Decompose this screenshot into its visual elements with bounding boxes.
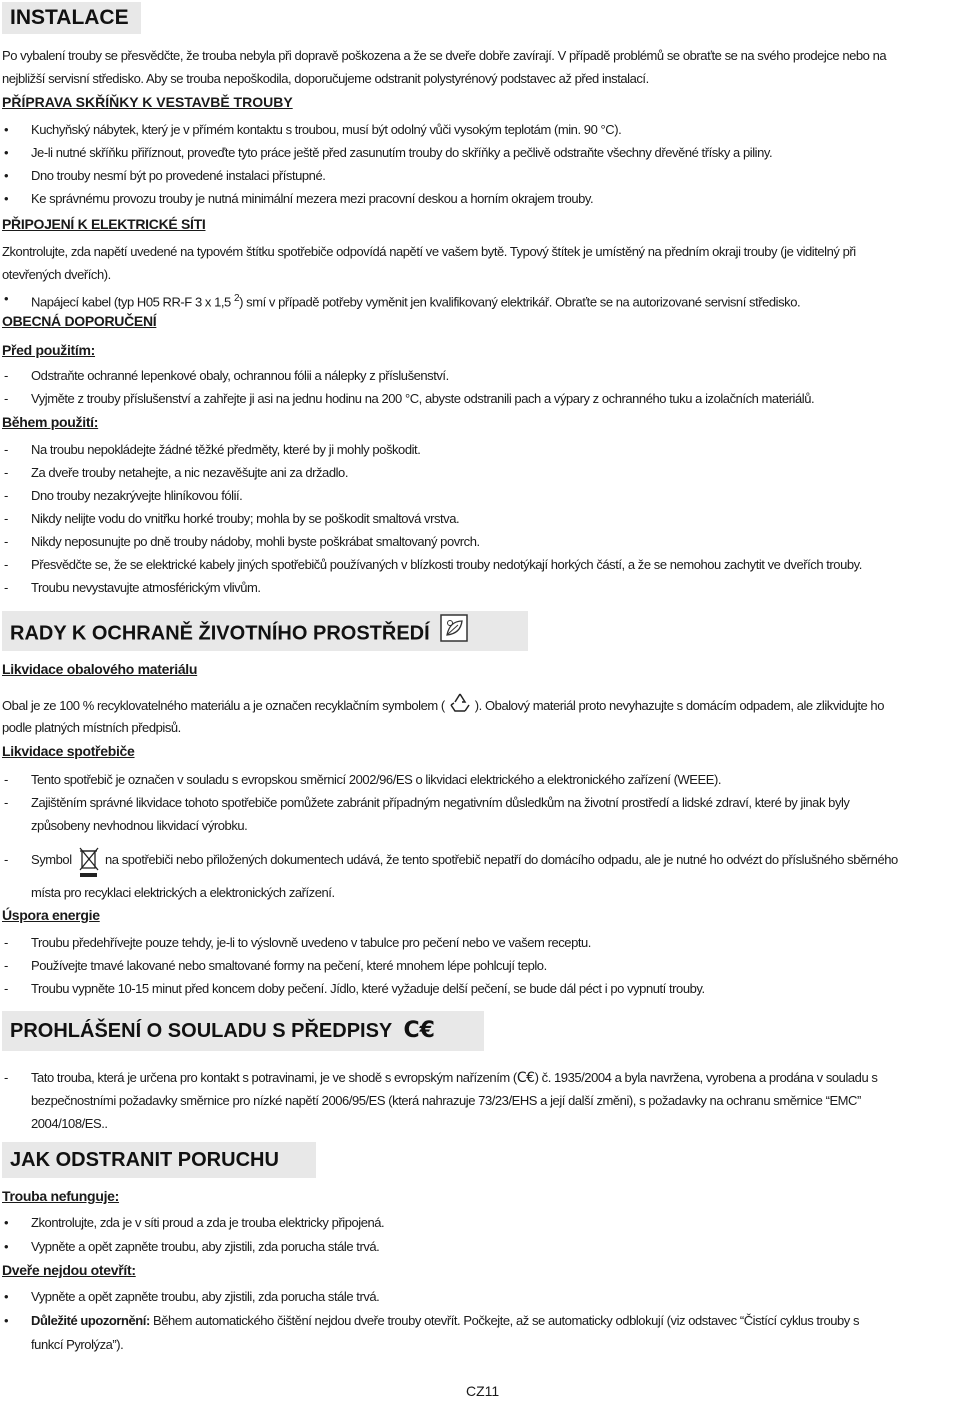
energy-heading: Úspora energie: [2, 907, 100, 923]
list-item: [0, 507, 960, 530]
important-note-label: Důležité upozornění:: [31, 1313, 150, 1328]
list-item-text: Na troubu nepokládejte žádné těžké předměty, které by ji mohly poškodit.: [31, 442, 421, 457]
list-item-text: způsobeny nevhodnou likvidací výrobku.: [31, 818, 248, 833]
bullet: •: [4, 191, 9, 206]
dash: -: [4, 852, 8, 867]
list-item: [0, 438, 960, 461]
before-use-heading: Před použitím:: [2, 342, 96, 358]
dash: -: [4, 511, 8, 526]
list-item: [0, 118, 960, 141]
bullet: •: [4, 1215, 9, 1230]
list-item: [0, 461, 960, 484]
list-item: [0, 954, 960, 977]
disposal-list: [0, 768, 960, 837]
not-working-heading: Trouba nefunguje:: [2, 1188, 120, 1204]
conformity-line-2: [0, 1089, 960, 1112]
door-list: [0, 1285, 960, 1357]
prep-list: [0, 118, 960, 210]
list-item: [0, 1211, 960, 1235]
list-item: [0, 141, 960, 164]
list-item-text: funkcí Pyrolýza”).: [31, 1337, 124, 1352]
list-item-text: Troubu nevystavujte atmosférickým vlivům.: [31, 580, 261, 595]
list-item: [0, 530, 960, 553]
list-item-text: Kuchyňský nábytek, který je v přímém kontaktu s troubou, musí být odolný vůči vysokým teplotám (min. 90 °C).: [31, 122, 622, 137]
dash: -: [4, 488, 8, 503]
not-working-list: [0, 1211, 960, 1259]
list-item: [0, 576, 960, 599]
dash: -: [4, 958, 8, 973]
list-item-text: Tento spotřebič je označen v souladu s evropskou směrnicí 2002/96/ES o likvidaci elektrického a elektronického zařízení (WEEE).: [31, 772, 722, 787]
electric-line-1: Zkontrolujte, zda napětí uvedené na typovém štítku spotřebiče odpovídá napětí ve vašem bytě. Typový štítek je umístěný na předním okraji trouby (je viditelný při: [2, 244, 856, 259]
section-title-installation: INSTALACE: [2, 2, 141, 34]
bullet: •: [4, 1289, 9, 1304]
conformity-line-1-text: [31, 1066, 877, 1090]
dash: -: [4, 465, 8, 480]
list-item-text: Troubu vypněte 10-15 minut před koncem doby pečení. Jídlo, které vyžaduje delší pečení, se bude dál péct i po vypnutí trouby.: [31, 981, 705, 996]
dash: -: [4, 1070, 8, 1085]
list-item-text: Odstraňte ochranné lepenkové obaly, ochrannou fólii a nálepky z příslušenství.: [31, 368, 449, 383]
bullet: •: [4, 122, 9, 137]
conformity-line-1: [0, 1066, 960, 1089]
bullet: •: [4, 291, 9, 306]
list-item-text: Ke správnému provozu trouby je nutná minimální mezera mezi pracovní deskou a horním okrajem trouby.: [31, 191, 594, 206]
list-item-text: Vyjměte z trouby příslušenství a zahřejte ji asi na jednu hodinu na 200 °C, abyste odstranili pach a výpary z ochranného tuku a izolačních materiálů.: [31, 391, 815, 406]
ce-mark-icon: C€: [403, 1018, 435, 1043]
energy-list: [0, 931, 960, 1000]
list-item: [0, 768, 960, 791]
conformity-item: [0, 1066, 960, 1135]
dash: -: [4, 557, 8, 572]
prep-heading: PŘÍPRAVA SKŘÍŇKY K VESTAVBĚ TROUBY: [2, 94, 293, 110]
bullet: •: [4, 145, 9, 160]
electric-heading: PŘIPOJENÍ K ELEKTRICKÉ SÍTI: [2, 216, 206, 232]
packaging-text-a: Obal je ze 100 % recyklovatelného materiálu a je označen recyklačním symbolem (: [2, 697, 445, 713]
list-item-text: Za dveře trouby netahejte, a nic nezavěšujte ani za držadlo.: [31, 465, 348, 480]
list-item: [0, 364, 960, 387]
list-item-text: Přesvědčte se, že se elektrické kabely jiných spotřebičů používaných v blízkosti trouby nedotýkají horkých částí, a že se nemohou zachytit ve dveřích trouby.: [31, 557, 862, 572]
dash: -: [4, 391, 8, 406]
list-item-continued: [0, 1333, 960, 1357]
list-item-text: Nikdy neposunujte po dně trouby nádoby, mohli byste poškrábat smaltovaný povrch.: [31, 534, 480, 549]
list-item: [0, 553, 960, 576]
bullet: •: [4, 1239, 9, 1254]
cable-type-text: Napájecí kabel (typ H05 RR-F 3 x 1,5: [31, 294, 234, 310]
during-use-heading: Během použití:: [2, 414, 99, 430]
list-item-text: Dno trouby nesmí být po provedené instalaci přístupné.: [31, 168, 326, 183]
section-title-troubleshooting: JAK ODSTRANIT PORUCHU: [2, 1142, 316, 1178]
electric-bullet-text: [31, 287, 800, 313]
weee-text-c: místa pro recyklaci elektrických a elektronických zařízení.: [31, 885, 335, 900]
electric-line-2: otevřených dveřích).: [2, 267, 111, 282]
page-number: CZ11: [466, 1383, 500, 1399]
disposal-heading: Likvidace spotřebiče: [2, 743, 135, 759]
list-item-text: Nikdy nelijte vodu do vnitřku horké trouby; mohla by se poškodit smaltová vrstva.: [31, 511, 460, 526]
weee-bin-icon: [78, 846, 100, 883]
conformity-text-a: Tato trouba, která je určena pro kontakt s potravinami, je ve shodě s evropským nařízením (: [31, 1070, 517, 1085]
weee-text-b: na spotřebiči nebo přiložených dokumentech udává, že tento spotřebič nepatří do domácího odpadu, ale je nutné ho odvézt do příslušného sběrného: [105, 852, 898, 867]
before-use-list: [0, 364, 960, 410]
install-intro-line-1: Po vybalení trouby se přesvědčte, že trouba nebyla při dopravě poškozena a že se dveře dobře zavírají. V případě problémů se obraťte se na svého prodejce nebo na: [2, 48, 887, 63]
environment-leaf-icon: [439, 613, 469, 655]
list-item: [0, 931, 960, 954]
conformity-title-text: PROHLÁŠENÍ O SOULADU S PŘEDPISY: [10, 1020, 392, 1042]
door-heading: Dveře nejdou otevřít:: [2, 1262, 136, 1278]
list-item-text: Troubu předehřívejte pouze tehdy, je-li to výslovně uvedeno v tabulce pro pečení nebo ve vašem receptu.: [31, 935, 591, 950]
bullet: •: [4, 1313, 9, 1328]
important-note-text: Během automatického čištění nejdou dveře trouby otevřít. Počkejte, až se automaticky odblokují (viz odstavec “Čistící cyklus trouby s: [149, 1313, 860, 1328]
list-item: [0, 814, 960, 837]
list-item: [0, 1309, 960, 1333]
section-title-conformity: [2, 1011, 484, 1051]
dash: -: [4, 795, 8, 810]
list-item-text: Dno trouby nezakrývejte hliníkovou fólií.: [31, 488, 243, 503]
recycle-icon: [447, 691, 473, 722]
list-item-text: Zajištěním správné likvidace tohoto spotřebiče pomůžete zabránit případným negativním důsledkům na životní prostředí a lidské zdraví, které by jinak byly: [31, 795, 850, 810]
general-heading: OBECNÁ DOPORUČENÍ: [2, 313, 157, 329]
dash: -: [4, 772, 8, 787]
dash: -: [4, 935, 8, 950]
list-item-text: Vypněte a opět zapněte troubu, aby zjistili, zda porucha stále trvá.: [31, 1239, 380, 1254]
list-item-text: Vypněte a opět zapněte troubu, aby zjistili, zda porucha stále trvá.: [31, 1289, 380, 1304]
list-item-text: [31, 1309, 859, 1332]
conformity-line-3: [0, 1112, 960, 1135]
list-item: [0, 791, 960, 814]
install-intro-line-2: nejbližší servisní středisko. Aby se trouba nepoškodila, doporučujeme odstranit polystyrénový podstavec až před instalací.: [2, 71, 649, 86]
list-item: [0, 484, 960, 507]
dash: -: [4, 368, 8, 383]
ce-mark-inline-icon: C€: [516, 1070, 535, 1086]
section-title-environment: [2, 611, 528, 651]
dash: -: [4, 442, 8, 457]
environment-title-text: RADY K OCHRANĚ ŽIVOTNÍHO PROSTŘEDÍ: [10, 622, 430, 645]
conformity-line-3-text: 2004/108/ES..: [31, 1116, 108, 1131]
electric-bullet: [0, 287, 960, 310]
conformity-line-2-text: bezpečnostními požadavky směrnice pro nízké napětí 2006/95/ES (která nahrazuje 73/23/EHS a její další změni), s požadavky na ochranu směrnice “EMC”: [31, 1093, 861, 1108]
list-item: [0, 977, 960, 1000]
dash: -: [4, 534, 8, 549]
weee-text-a: Symbol: [31, 852, 72, 867]
packaging-text-b: ). Obalový materiál proto nevyhazujte s domácím odpadem, ale zlikvidujte ho: [474, 697, 884, 713]
bullet: •: [4, 168, 9, 183]
conformity-text-b: ) č. 1935/2004 a byla navržena, vyrobena a prodána v souladu s: [534, 1070, 878, 1085]
list-item-text: Je-li nutné skříňku přiříznout, proveďte tyto práce ještě před zasunutím trouby do skříňky a pečlivě odstraňte všechny dřevěné třísky a piliny.: [31, 145, 773, 160]
list-item-text: Používejte tmavé lakované nebo smaltované formy na pečení, které mnohem lépe pohlcují teplo.: [31, 958, 547, 973]
dash: -: [4, 580, 8, 595]
cable-size-sup: 2: [234, 293, 240, 304]
list-item-text: Zkontrolujte, zda je v síti proud a zda je trouba elektricky připojená.: [31, 1215, 385, 1230]
list-item: [0, 1285, 960, 1309]
list-item: [0, 1235, 960, 1259]
list-item: [0, 387, 960, 410]
list-item: [0, 187, 960, 210]
list-item: [0, 164, 960, 187]
packaging-line-2: podle platných místních předpisů.: [2, 720, 181, 735]
packaging-heading: Likvidace obalového materiálu: [2, 661, 198, 677]
cable-note-text: ) smí v případě potřeby vyměnit jen kvalifikovaný elektrikář. Obraťte se na autorizované servisní středisko.: [239, 294, 801, 310]
during-use-list: [0, 438, 960, 599]
dash: -: [4, 981, 8, 996]
